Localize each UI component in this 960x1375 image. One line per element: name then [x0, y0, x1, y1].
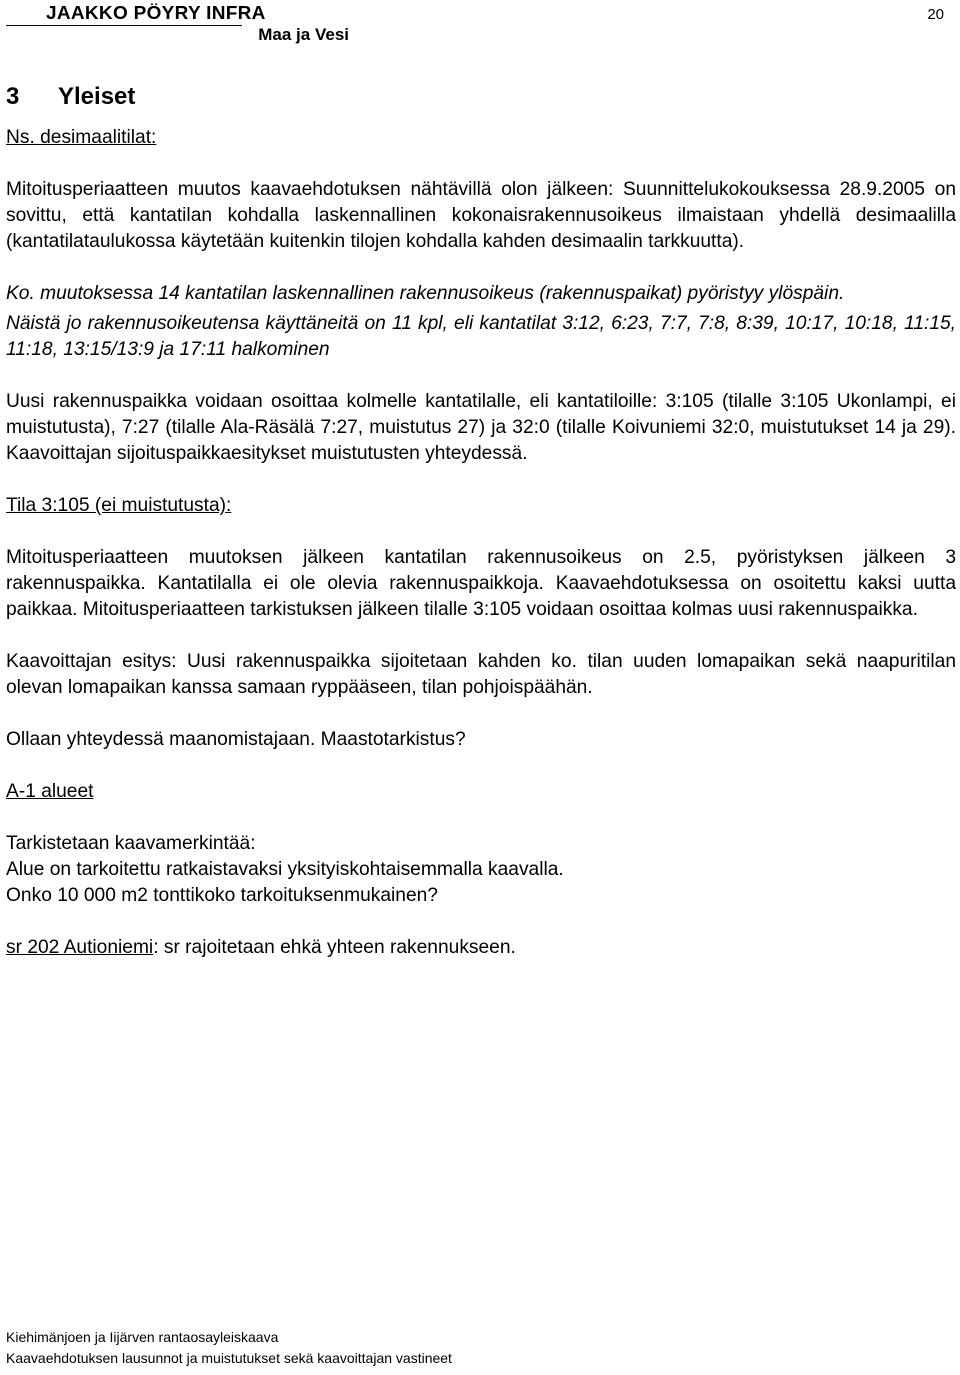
- document-body: [6, 82, 956, 961]
- paragraph-used-rights: Näistä jo rakennusoikeutensa käyttäneitä on 11 kpl, eli kantatilat 3:12, 6:23, 7:7, 7:8, 8:39, 10:17, 10:18, 11:15, 11:18, 13:15/13:9 ja 17:11 halkominen: [6, 313, 956, 360]
- logo-division-name: Maa ja Vesi: [258, 25, 349, 44]
- header-rule: [6, 25, 242, 26]
- a1-note-line: Alue on tarkoitettu ratkaistavaksi yksityiskohtaisemmalla kaavalla.: [6, 859, 564, 880]
- section-title: Yleiset: [58, 83, 136, 110]
- paragraph-new-building-sites: Uusi rakennuspaikka voidaan osoittaa kolmelle kantatilalle, eli kantatiloille: 3:105 (tilalle 3:105 Ukonlampi, ei muistutusta), 7:27 (tilalle Ala-Räsälä 7:27, muistutus 27) ja 32:0 (tilalle Koivuniemi 32:0, muistutukset 14 ja 29). Kaavoittajan sijoituspaikkaesitykset muistutusten yhteydessä.: [6, 391, 956, 464]
- subheading-decimal-farms: Ns. desimaalitilat:: [6, 127, 157, 148]
- subheading-farm-3-105: Tila 3:105 (ei muistutusta):: [6, 495, 232, 516]
- autioniemi-text: : sr rajoitetaan ehkä yhteen rakennukseen.: [153, 937, 516, 958]
- page-footer: [6, 1327, 452, 1369]
- section-heading: [6, 82, 956, 112]
- logo-company-name: JAAKKO PÖYRY INFRA: [46, 3, 266, 24]
- a1-note-line: Onko 10 000 m2 tonttikoko tarkoituksenmukainen?: [6, 885, 438, 906]
- subheading-a1-areas: A-1 alueet: [6, 781, 94, 802]
- autioniemi-label: sr 202 Autioniemi: [6, 937, 154, 958]
- paragraph-autioniemi: [6, 935, 956, 961]
- paragraph-rule-change: Mitoitusperiaatteen muutos kaavaehdotuksen nähtävillä olon jälkeen: Suunnittelukokouksessa 28.9.2005 on sovittu, että kantatilan kohdalla laskennallinen kokonaisrakennusoikeus ilmaistaan yhdellä desimaalilla (kantatilataulukossa käytetään kuitenkin tilojen kohdalla kahden desimaalin tarkkuutta).: [6, 179, 956, 252]
- paragraph-rounding: Ko. muutoksessa 14 kantatilan laskennallinen rakennusoikeus (rakennuspaikat) pyöristyy ylöspäin.: [6, 283, 845, 304]
- a1-notes: [6, 831, 956, 909]
- footer-document-name: Kaavaehdotuksen lausunnot ja muistutukset sekä kaavoittajan vastineet: [6, 1350, 452, 1366]
- paragraph-farm-3-105: Mitoitusperiaatteen muutoksen jälkeen kantatilan rakennusoikeus on 2.5, pyöristyksen jälkeen 3 rakennuspaikka. Kantatilalla ei ole olevia rakennuspaikkoja. Kaavaehdotuksessa on osoitettu kaksi uutta paikkaa. Mitoitusperiaatteen tarkistuksen jälkeen tilalle 3:105 voidaan osoittaa kolmas uusi rakennuspaikka.: [6, 547, 956, 620]
- company-logo: [46, 3, 351, 45]
- section-number: 3: [6, 83, 20, 110]
- footer-plan-name: Kiehimänjoen ja Iijärven rantaosayleiskaava: [6, 1329, 279, 1345]
- paragraph-planner-proposal: Kaavoittajan esitys: Uusi rakennuspaikka sijoitetaan kahden ko. tilan uuden lomapaikan sekä naapuritilan olevan lomapaikan kanssa samaan ryppääseen, tilan pohjoispäähän.: [6, 651, 956, 698]
- a1-note-line: Tarkistetaan kaavamerkintää:: [6, 833, 256, 854]
- page-number: 20: [927, 6, 944, 23]
- paragraph-contact-owner: Ollaan yhteydessä maanomistajaan. Maastotarkistus?: [6, 729, 466, 750]
